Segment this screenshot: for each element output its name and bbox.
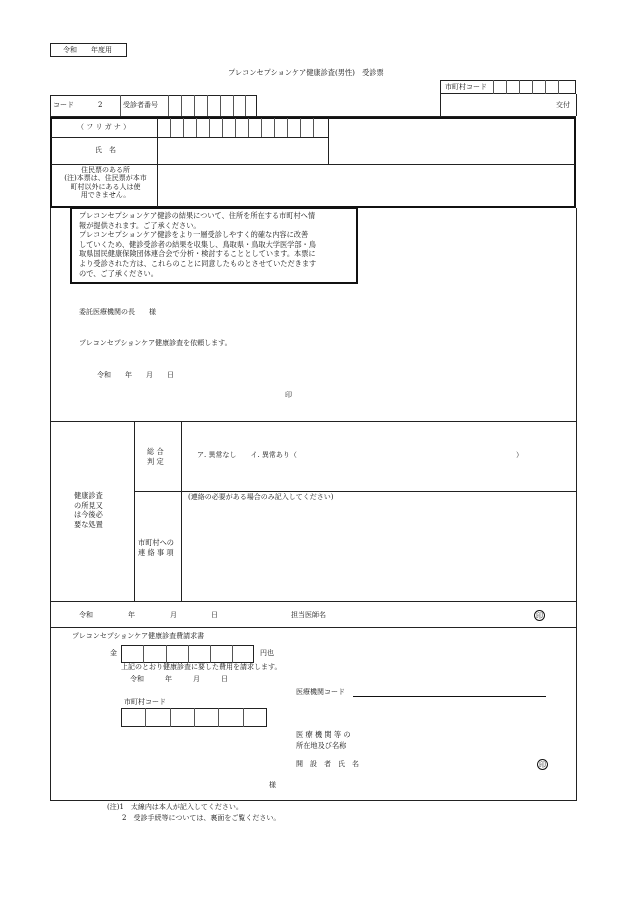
muni-code-cell-divider — [218, 708, 219, 727]
furigana-cell-divider — [235, 118, 236, 137]
muni-cell-divider — [558, 80, 559, 94]
muni-cell-divider — [493, 80, 494, 94]
request-body: プレコンセプションケア健康診査を依頼します。 — [79, 339, 232, 347]
municipality-code-label: 市町村コード — [445, 83, 487, 91]
founder-seal: 印 — [539, 761, 546, 769]
amount-cell-divider — [143, 645, 144, 663]
patient-cell-divider — [220, 95, 221, 116]
furigana-cell-divider — [222, 118, 223, 137]
rule — [50, 627, 576, 628]
rule — [134, 491, 576, 492]
furigana-cell-divider — [196, 118, 197, 137]
patient-cell-divider — [194, 95, 195, 116]
rule — [134, 421, 135, 601]
amount-cell-divider — [210, 645, 211, 663]
patient-cell-divider — [168, 95, 169, 116]
muni-cell-divider — [506, 80, 507, 94]
rule — [576, 94, 577, 116]
muni-code-cell-divider — [145, 708, 146, 727]
institution-code-line[interactable] — [353, 696, 546, 697]
patient-cell-divider — [207, 95, 208, 116]
request-date: 令和 年 月 日 — [97, 371, 174, 379]
overall-close: ） — [516, 451, 523, 459]
rule — [50, 95, 256, 96]
furigana-cell-divider — [313, 118, 314, 137]
results-section-label: 健康診査 の所見又 は今後必 要な処置 — [74, 491, 103, 529]
contact-note: (連絡の必要がある場合のみ記入してください) — [188, 493, 334, 501]
overall-options: ア. 異常なし イ. 異常あり（ — [197, 451, 297, 459]
rule — [50, 95, 51, 116]
page-title: プレコンセプションケア健康診査(男性) 受診票 — [228, 68, 384, 77]
patient-cell-divider — [181, 95, 182, 116]
note-1: (注)1 太線内は本人が記入してください。 — [107, 803, 243, 811]
furigana-cell-divider — [183, 118, 184, 137]
invoice-title: プレコンセプションケア健康診査費請求書 — [72, 632, 205, 640]
issued-label: 交付 — [556, 101, 570, 109]
doctor-date-month: 月 — [170, 611, 177, 619]
doctor-date-era: 令和 — [79, 611, 93, 619]
contact-field[interactable] — [182, 504, 575, 600]
rule — [50, 601, 576, 602]
rule — [50, 208, 51, 800]
furigana-cell-divider — [287, 118, 288, 137]
address-field[interactable] — [158, 165, 574, 207]
honorific: 様 — [269, 781, 276, 789]
overall-label: 総 合 判 定 — [147, 447, 164, 466]
code-label: コード — [53, 101, 74, 109]
invoice-municipality-code-label: 市町村コード — [124, 698, 166, 706]
patient-cell-divider — [245, 95, 246, 116]
amount-prefix: 金 — [110, 649, 117, 657]
rule — [328, 118, 329, 164]
request-addressee: 委託医療機関の長 様 — [79, 308, 156, 316]
muni-cell-divider — [545, 80, 546, 94]
patient-number-label: 受診者番号 — [123, 101, 158, 109]
institution-address-label: 医 療 機 関 等 の 所在地及び名称 — [296, 730, 351, 750]
invoice-date: 令和 年 月 日 — [130, 675, 228, 683]
furigana-cell-divider — [170, 118, 171, 137]
furigana-cell-divider — [209, 118, 210, 137]
muni-cell-divider — [519, 80, 520, 94]
muni-code-cell-divider — [194, 708, 195, 727]
patient-cell-divider — [233, 95, 234, 116]
amount-cell-divider — [166, 645, 167, 663]
furigana-cell-divider — [261, 118, 262, 137]
rule — [576, 208, 577, 800]
doctor-date-day: 日 — [211, 611, 218, 619]
claim-text: 上記のとおり健康診査に要した費用を請求します。 — [121, 663, 282, 671]
amount-suffix: 円也 — [260, 649, 274, 657]
furigana-cell-divider — [274, 118, 275, 137]
request-seal: 印 — [285, 391, 292, 399]
fiscal-year-label: 令和 年度用 — [63, 46, 112, 54]
furigana-cell-divider — [248, 118, 249, 137]
rule — [50, 421, 576, 422]
rule — [120, 95, 121, 116]
muni-cell-divider — [532, 80, 533, 94]
name-label: 氏 名 — [95, 146, 116, 154]
doctor-label: 担当医師名 — [291, 611, 326, 619]
muni-code-cell-divider — [243, 708, 244, 727]
consent-text: プレコンセプションケア健診の結果について、住所を所在する市町村へ情 報が提供されます。ご了承ください。 プレコンセプションケア健診をより一層受診しやすく的確な内容に改善 していくため、健診受診者の結果を収集し、鳥取県・鳥取大学医学部・鳥 取県国民健康保険団体連合会で分析・検討することとしています。本票に より受診された方は、これらのことに同意したものとさせていただきます ので、ご了承ください。 — [79, 211, 317, 278]
furigana-label: （ フ リ ガ ナ ） — [77, 123, 131, 131]
code-value: 2 — [98, 101, 103, 109]
name-field[interactable] — [158, 138, 328, 164]
municipality-contact-label: 市町村への 連 絡 事 項 — [138, 538, 174, 557]
furigana-cell-divider — [300, 118, 301, 137]
institution-code-label: 医療機関コード — [296, 688, 345, 696]
founder-label: 開 設 者 氏 名 — [296, 760, 359, 768]
rule — [440, 94, 441, 116]
address-label: 住民票のある所 (注)本票は、住民票が本市 町村以外にある人は使 用できません。 — [64, 166, 147, 200]
amount-cell-divider — [232, 645, 233, 663]
rule — [50, 800, 577, 801]
rule — [256, 95, 257, 116]
note-2: 2 受診手続等については、裏面をご覧ください。 — [122, 814, 281, 822]
amount-cell-divider — [188, 645, 189, 663]
muni-code-cell-divider — [170, 708, 171, 727]
doctor-date-year: 年 — [128, 611, 135, 619]
doctor-seal: 印 — [536, 612, 543, 620]
